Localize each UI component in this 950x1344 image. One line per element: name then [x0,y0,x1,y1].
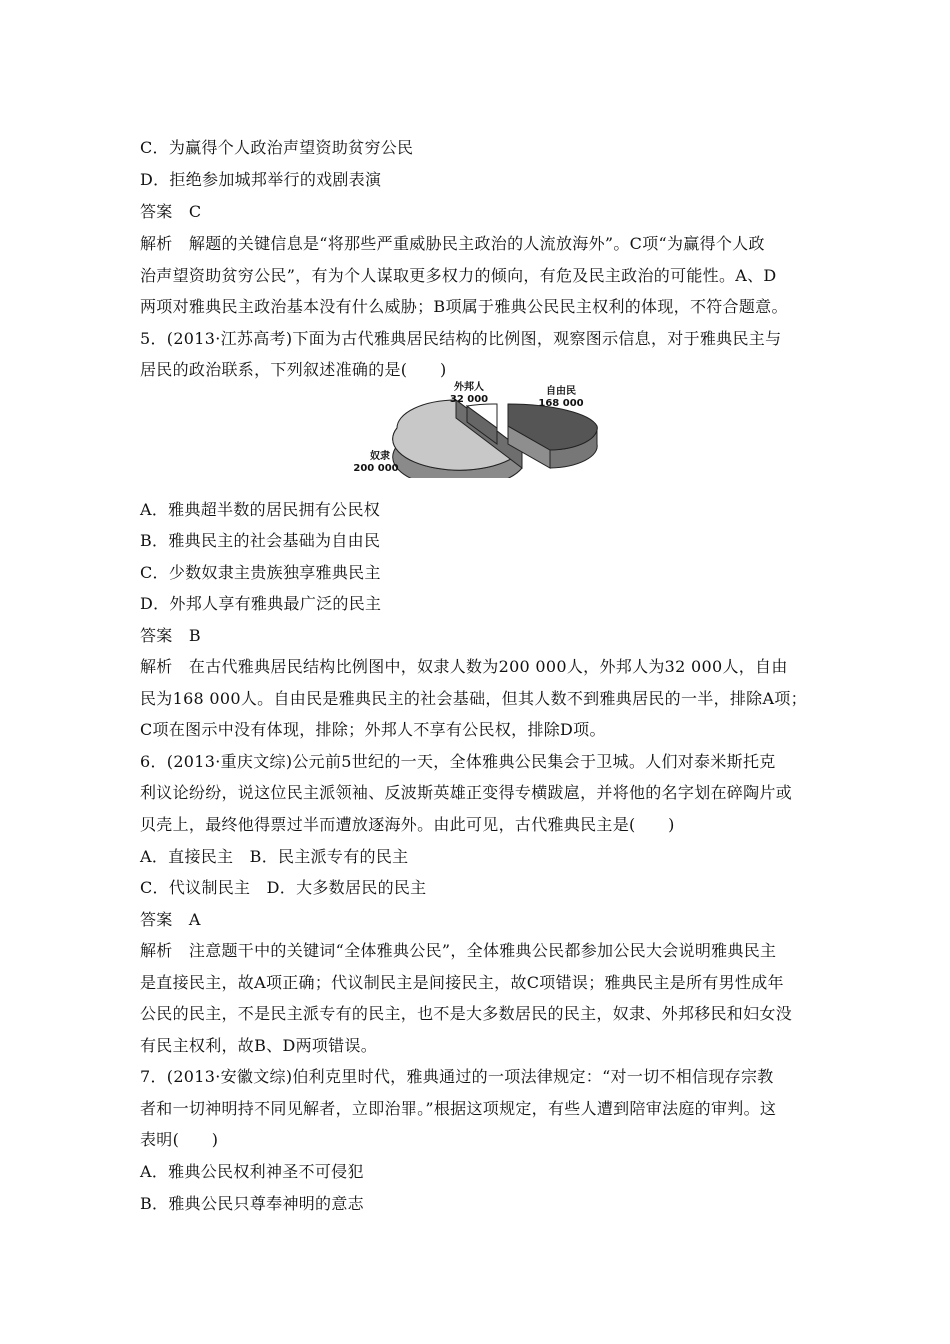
q7-option: B．雅典公民只尊奉神明的意志 [140,1194,364,1213]
population-pie-chart [352,378,622,478]
q4-analysis-line: 两项对雅典民主政治基本没有什么威胁；B项属于雅典公民民主权利的体现，不符合题意。 [140,297,788,316]
q5-analysis-line: 民为168 000人。自由民是雅典民主的社会基础，但其人数不到雅典居民的一半，排除A项； [140,689,807,708]
q5-option: A．雅典超半数的居民拥有公民权 [140,500,381,519]
q6-analysis-line: 解析 注意题干中的关键词“全体雅典公民”，全体雅典公民都参加公民大会说明雅典民主 [140,941,777,960]
pie-label-slave-name: 奴隶 [370,451,390,462]
q4-option-d: D．拒绝参加城邦举行的戏剧表演 [140,170,382,189]
q7-option: A．雅典公民权利神圣不可侵犯 [140,1162,364,1181]
q6-option: C．代议制民主 D．大多数居民的民主 [140,878,427,897]
pie-chart-svg [352,378,622,478]
q4-option-c: C．为赢得个人政治声望资助贫穷公民 [140,138,414,157]
pie-label-foreigner-name: 外邦人 [454,382,484,393]
q7-stem-line: 者和一切神明持不同见解者，立即治罪。”根据这项规定，有些人遭到陪审法庭的审判。这 [140,1099,777,1118]
q6-analysis-line: 公民的民主，不是民主派专有的民主，也不是大多数居民的民主，奴隶、外邦移民和妇女没 [140,1004,793,1023]
q5-option: C．少数奴隶主贵族独享雅典民主 [140,563,381,582]
q7-stem-line: 7．(2013·安徽文综)伯利克里时代，雅典通过的一项法律规定：“对一切不相信现存宗教 [140,1067,774,1086]
q6-stem-line: 利议论纷纷，说这位民主派领袖、反波斯英雄正变得专横跋扈，并将他的名字划在碎陶片或 [140,783,793,802]
q5-option: D．外邦人享有雅典最广泛的民主 [140,594,382,613]
pie-label-free-name: 自由民 [546,386,576,397]
pie-label-slave-value: 200 000 [353,463,399,474]
q6-stem-line: 6．(2013·重庆文综)公元前5世纪的一天，全体雅典公民集会于卫城。人们对泰米斯托克 [140,752,776,771]
q5-analysis-line: 解析 在古代雅典居民结构比例图中，奴隶人数为200 000人，外邦人为32 000人，自由 [140,657,788,676]
q5-analysis-line: C项在图示中没有体现，排除；外邦人不享有公民权，排除D项。 [140,720,606,739]
q7-stem-line: 表明( ) [140,1130,219,1149]
q6-answer: 答案 A [140,910,201,929]
q5-answer: 答案 B [140,626,201,645]
q6-option: A．直接民主 B．民主派专有的民主 [140,847,409,866]
q6-analysis-line: 有民主权利，故B、D两项错误。 [140,1036,378,1055]
pie-label-free-value: 168 000 [538,398,584,409]
pie-label-foreigner-value: 32 000 [449,394,489,405]
q6-analysis-line: 是直接民主，故A项正确；代议制民主是间接民主，故C项错误；雅典民主是所有男性成年 [140,973,784,992]
q5-stem-line: 5．(2013·江苏高考)下面为古代雅典居民结构的比例图，观察图示信息，对于雅典民主与 [140,329,782,348]
q4-analysis-line: 治声望资助贫穷公民”，有为个人谋取更多权力的倾向，有危及民主政治的可能性。A、D [140,266,777,285]
q5-option: B．雅典民主的社会基础为自由民 [140,531,381,550]
q6-stem-line: 贝壳上，最终他得票过半而遭放逐海外。由此可见，古代雅典民主是( ) [140,815,675,834]
q4-analysis-line: 解析 解题的关键信息是“将那些严重威胁民主政治的人流放海外”。C项“为赢得个人政 [140,234,765,253]
q5-stem-line: 居民的政治联系，下列叙述准确的是( ) [140,360,447,379]
q4-answer: 答案 C [140,202,202,221]
